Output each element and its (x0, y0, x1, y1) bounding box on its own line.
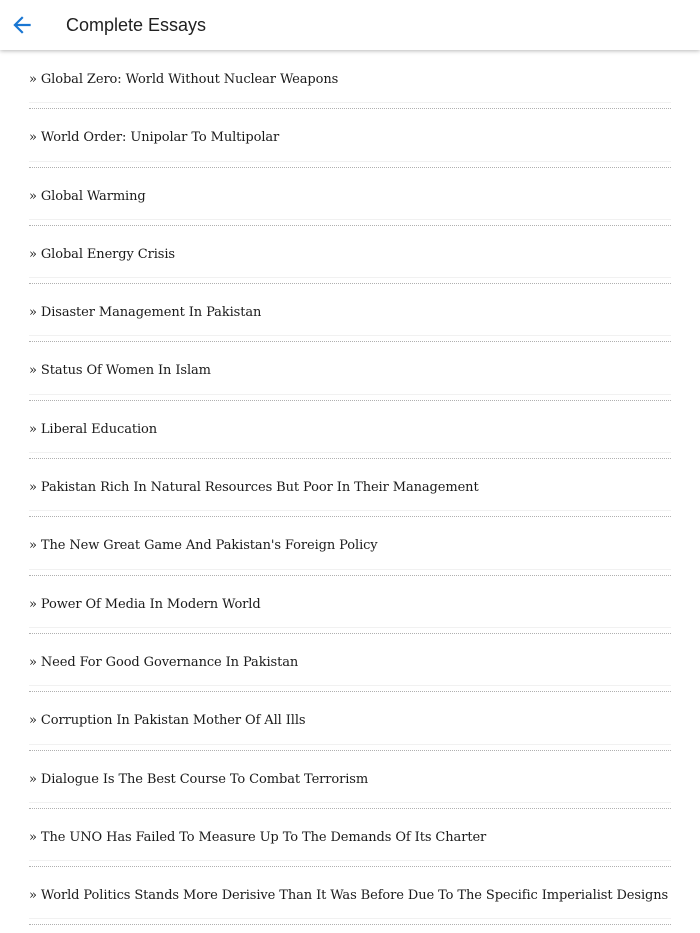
list-item[interactable] (29, 109, 671, 167)
list-item-label: » Dialogue Is The Best Course To Combat Terrorism (29, 771, 369, 787)
list-item-label: » Pakistan Rich In Natural Resources But Poor In Their Management (29, 480, 479, 496)
list-item[interactable] (29, 168, 671, 226)
list-item-label: » Status Of Women In Islam (29, 363, 211, 379)
list-item[interactable] (29, 401, 671, 459)
essay-list (29, 51, 671, 925)
list-item[interactable] (29, 51, 671, 109)
list-item-label: » The New Great Game And Pakistan's Foreign Policy (29, 538, 378, 554)
list-item[interactable] (29, 809, 671, 867)
arrow-left-icon[interactable] (9, 12, 35, 38)
page-title: Complete Essays (66, 15, 207, 35)
list-item-label: » World Politics Stands More Derisive Than It Was Before Due To The Specific Imperialist Designs (29, 888, 669, 904)
app-bar (0, 0, 700, 50)
list-item[interactable] (29, 634, 671, 692)
list-item[interactable] (29, 459, 671, 517)
list-item-label: » Global Energy Crisis (29, 246, 176, 262)
list-item[interactable] (29, 867, 671, 925)
list-item[interactable] (29, 576, 671, 634)
list-item-label: » Need For Good Governance In Pakistan (29, 654, 299, 670)
list-item[interactable] (29, 692, 671, 750)
list-item-label: » Global Zero: World Without Nuclear Weapons (29, 72, 339, 87)
list-item[interactable] (29, 284, 671, 342)
list-item[interactable] (29, 342, 671, 400)
list-item-label: » Global Warming (29, 188, 146, 204)
list-item-label: » Disaster Management In Pakistan (29, 305, 262, 321)
list-item-label: » Corruption In Pakistan Mother Of All Ills (29, 713, 306, 729)
list-item[interactable] (29, 517, 671, 575)
list-item-label: » Power Of Media In Modern World (29, 596, 261, 612)
list-item-label: » The UNO Has Failed To Measure Up To The Demands Of Its Charter (29, 829, 487, 845)
list-item[interactable] (29, 226, 671, 284)
list-item-label: » World Order: Unipolar To Multipolar (29, 130, 280, 146)
list-item[interactable] (29, 751, 671, 809)
list-item-label: » Liberal Education (29, 421, 158, 437)
